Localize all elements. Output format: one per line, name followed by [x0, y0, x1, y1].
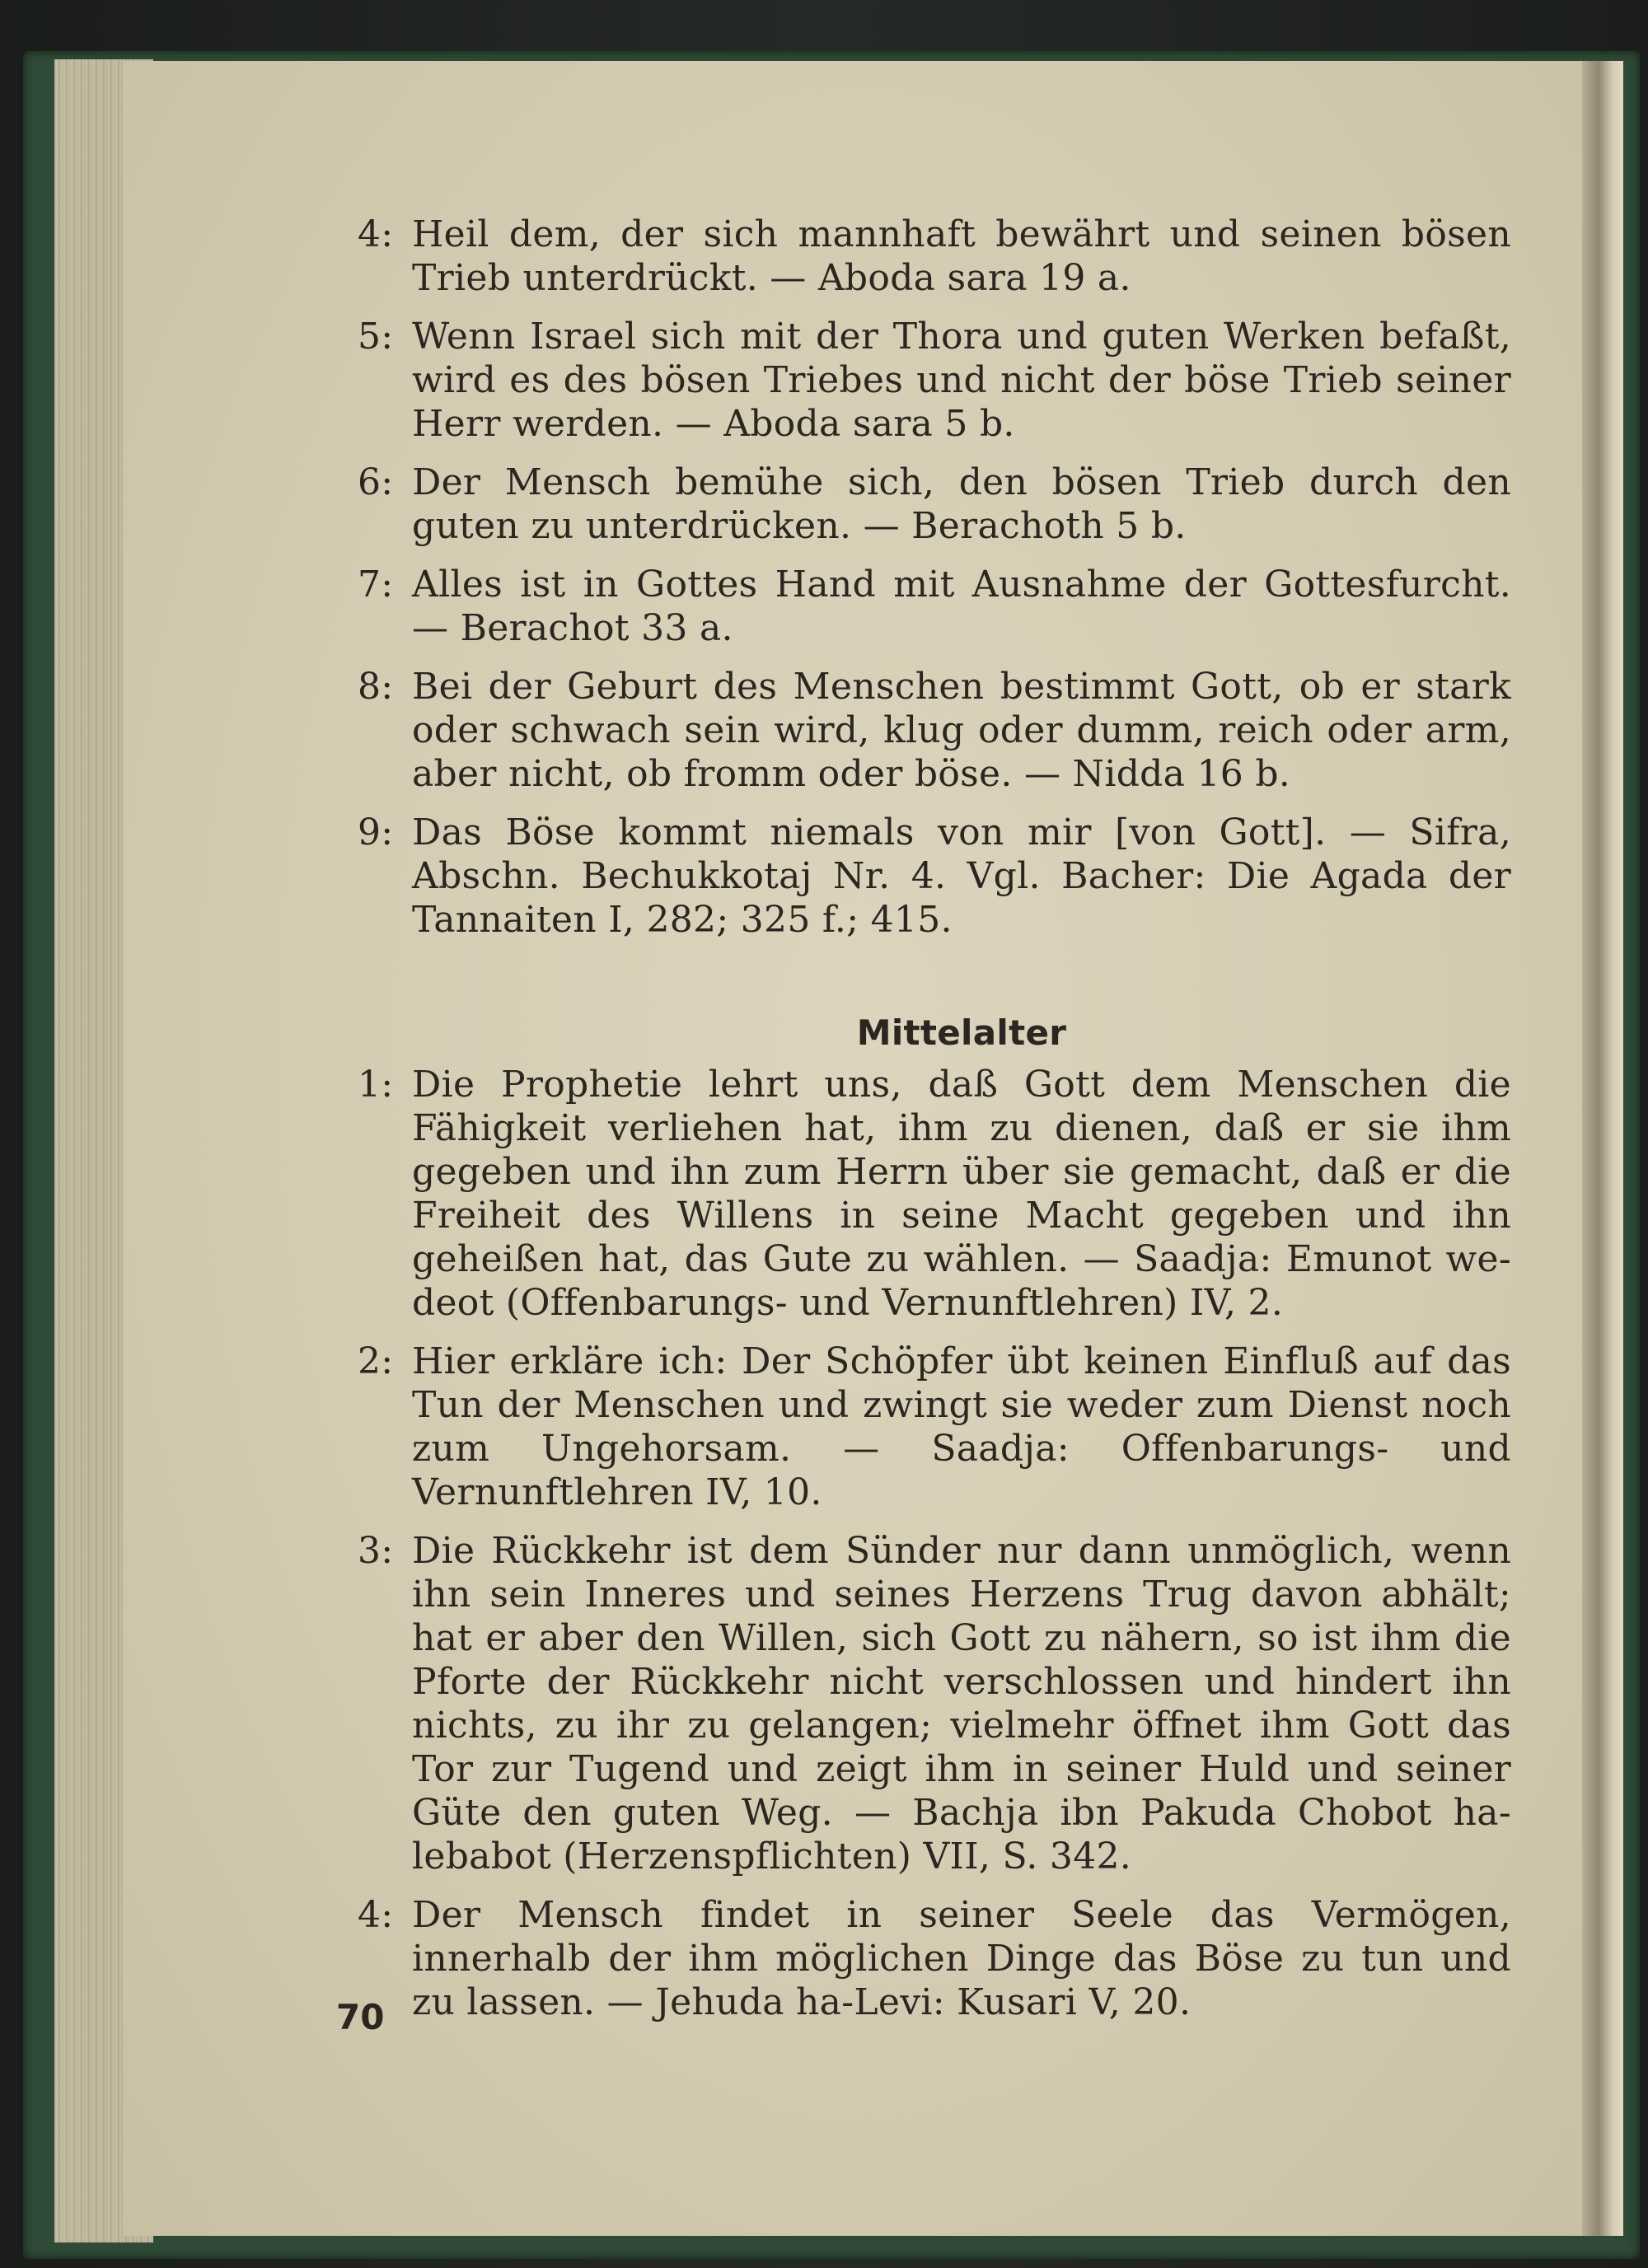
- entry-number: 6:: [358, 461, 394, 503]
- entry-number: 9:: [358, 811, 394, 853]
- top-entries: [358, 213, 1511, 942]
- entry-top-9: [358, 811, 1511, 942]
- entry-number: 2:: [358, 1340, 394, 1382]
- entry-medieval-3: [358, 1529, 1511, 1878]
- entry-top-4: [358, 213, 1511, 300]
- entry-top-7: [358, 563, 1511, 650]
- entry-text: Der Mensch bemühe sich, den bösen Trieb durch den guten zu unterdrücken. — Berachoth 5 b.: [412, 461, 1511, 547]
- entry-number: 4:: [358, 1894, 394, 1936]
- medieval-entries: [358, 1063, 1511, 2024]
- page-gutter: [1582, 61, 1623, 2236]
- entry-top-8: [358, 665, 1511, 796]
- entry-top-6: [358, 461, 1511, 548]
- entry-number: 8:: [358, 666, 394, 708]
- entry-text: Wenn Israel sich mit der Thora und guten Werken befaßt, wird es des bösen Triebes und nicht der böse Trieb seiner Herr werden. — Aboda sara 5 b.: [412, 316, 1511, 445]
- entry-text: Das Böse kommt niemals von mir [von Gott]. — Sifra, Abschn. Bechukkotaj Nr. 4. Vgl. Bacher: Die Agada der Tannaiten I, 282; 325 f.; 415.: [412, 811, 1511, 941]
- entry-text: Der Mensch findet in seiner Seele das Vermögen, innerhalb der ihm möglichen Dinge das Böse zu tun und zu lassen. — Jehuda ha-Levi: Kusari V, 20.: [412, 1894, 1511, 2023]
- entry-medieval-1: [358, 1063, 1511, 1325]
- entry-number: 4:: [358, 213, 394, 255]
- section-heading: Mittelalter: [856, 1012, 1067, 1053]
- entry-text: Heil dem, der sich mannhaft bewährt und seinen bösen Trieb unterdrückt. — Aboda sara 19 a.: [412, 213, 1511, 299]
- entry-number: 7:: [358, 563, 394, 606]
- text-column: [358, 213, 1511, 2039]
- entry-text: Die Prophetie lehrt uns, daß Gott dem Menschen die Fähigkeit verliehen hat, ihm zu dienen, daß er sie ihm gegeben und ihn zum Herrn über sie gemacht, daß er die Freiheit des Willens in seine Macht gegeben und ihn geheißen hat, das Gute zu wählen. — Saadja: Emunot we-deot (Offenbarungs- und Vernunftlehren) IV, 2.: [412, 1064, 1511, 1324]
- entry-medieval-4: [358, 1893, 1511, 2024]
- entry-number: 3:: [358, 1530, 394, 1572]
- entry-medieval-2: [358, 1340, 1511, 1514]
- entry-text: Bei der Geburt des Menschen bestimmt Gott, ob er stark oder schwach sein wird, klug oder dumm, reich oder arm, aber nicht, ob fromm oder böse. — Nidda 16 b.: [412, 666, 1511, 795]
- entry-text: Hier erkläre ich: Der Schöpfer übt keinen Einfluß auf das Tun der Menschen und zwingt sie weder zum Dienst noch zum Ungehorsam. — Saadja: Offenbarungs- und Vernunftlehren IV, 10.: [412, 1340, 1511, 1513]
- page-number: 70: [336, 1997, 385, 2037]
- entry-text: Alles ist in Gottes Hand mit Ausnahme der Gottesfurcht. — Berachot 33 a.: [412, 563, 1511, 649]
- entry-top-5: [358, 315, 1511, 446]
- entry-number: 1:: [358, 1064, 394, 1106]
- entry-number: 5:: [358, 316, 394, 358]
- entry-text: Die Rückkehr ist dem Sünder nur dann unmöglich, wenn ihn sein Inneres und seines Herzens Trug davon abhält; hat er aber den Willen, sich Gott zu nähern, so ist ihm die Pforte der Rückkehr nicht verschlossen und hindert ihn nichts, zu ihr zu gelangen; vielmehr öffnet ihm Gott das Tor zur Tugend und zeigt ihm in seiner Huld und seiner Güte den guten Weg. — Bachja ibn Pakuda Chobot ha-lebabot (Herzenspflichten) VII, S. 342.: [412, 1530, 1511, 1878]
